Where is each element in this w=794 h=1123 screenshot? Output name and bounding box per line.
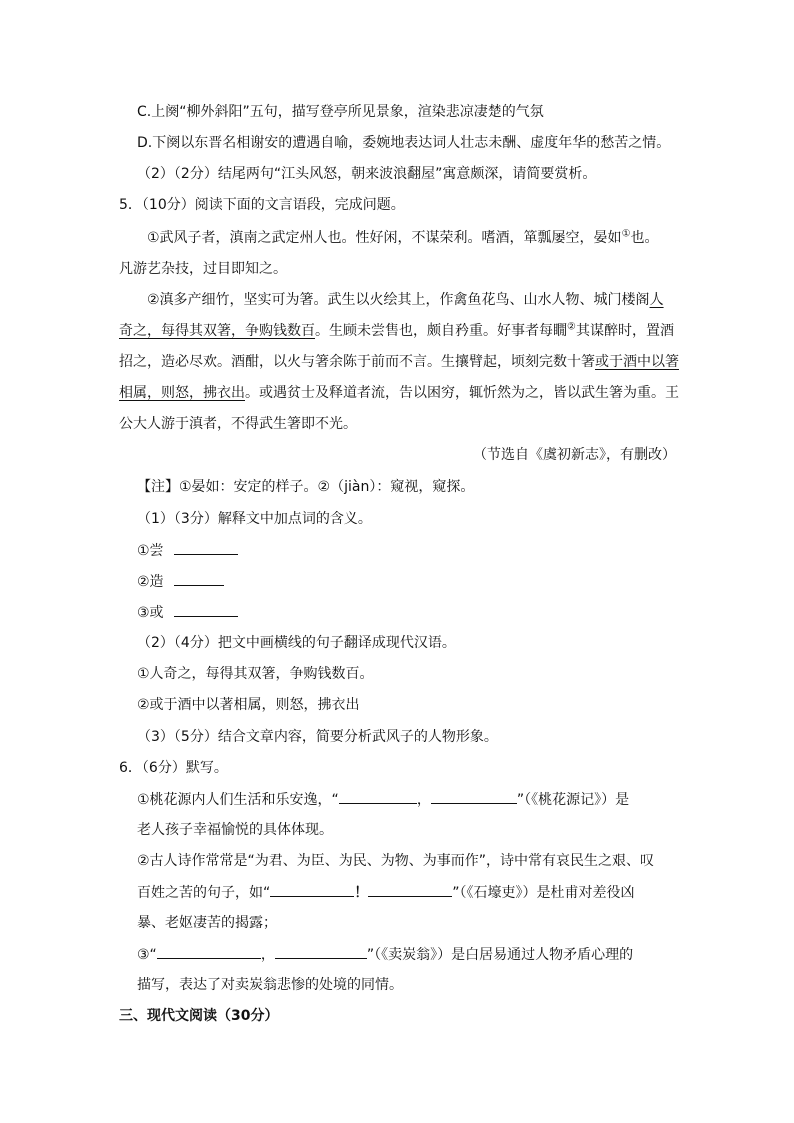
q5-item3 <box>137 602 238 623</box>
q5-sentence2: ②或于酒中以著相属，则怒，拂衣出 <box>137 697 360 713</box>
q5-item1 <box>137 540 238 561</box>
q5-para2-text: 其谋醉时，置酒 <box>575 323 674 339</box>
q5-part1: （1）（3分）解释文中加点词的含义。 <box>137 511 372 527</box>
q6-separator: ！ <box>354 885 369 901</box>
q5-para2-line3 <box>119 352 679 372</box>
q5-para1-line2: 凡游艺杂技，过目即知之。 <box>119 261 287 277</box>
q6-line1 <box>137 789 629 810</box>
q6-line3: ②古人诗作常常是“为君、为臣、为民、为物、为事而作”，诗中常有哀民生之艰、叹 <box>137 853 655 869</box>
q4-option-d: D.下阕以东晋名相谢安的遭遇自喻，委婉地表达词人壮志未酬、虚度年华的愁苦之情。 <box>137 135 671 151</box>
q5-header: 5．（10分）阅读下面的文言语段，完成问题。 <box>119 197 405 213</box>
q5-underlined-sentence-1: 奇之，每得其双箸，争购钱数百 <box>119 323 315 339</box>
q6-line5: 暴、老妪凄苦的揭露； <box>137 915 277 931</box>
q5-underlined-sentence-2: 相属，则怒，拂衣出 <box>119 385 245 401</box>
footnote-marker-2: ② <box>567 321 576 333</box>
q6-line4 <box>137 882 635 903</box>
answer-blank[interactable] <box>275 944 367 959</box>
q5-para1-line1 <box>147 228 659 248</box>
q4-part2: （2）（2分）结尾两句“江头风怒，朝来波浪翻屋”寓意颇深，请简要赏析。 <box>137 166 597 182</box>
q5-para2-text: ②滇多产细竹，坚实可为箸。武生以火绘其上，作禽鱼花鸟、山水人物、城门楼阁 <box>147 292 650 308</box>
q4-option-c: C.上阕“柳外斜阳”五句，描写登亭所见景象，渲染悲凉凄楚的气氛 <box>137 104 544 120</box>
q6-line4-text: ”（《石壕吏》）是杜甫对差役凶 <box>452 885 635 901</box>
q5-underlined-sentence-1-start: 人 <box>649 292 664 308</box>
q6-line2: 老人孩子幸福愉悦的具体体现。 <box>137 822 333 838</box>
q6-line4-text: 百姓之苦的句子，如“ <box>137 885 271 901</box>
answer-blank[interactable] <box>174 571 224 586</box>
q5-part2: （2）（4分）把文中画横线的句子翻译成现代汉语。 <box>137 635 456 651</box>
q5-part3: （3）（5分）结合文章内容，简要分析武风子的人物形象。 <box>137 729 498 745</box>
answer-blank[interactable] <box>270 882 354 897</box>
q5-para1-text-b: 也。 <box>630 230 659 246</box>
q5-para1-text-a: ①武风子者，滇南之武定州人也。性好闲，不谋荣利。嗜酒，箪瓢屡空，晏如 <box>147 230 622 246</box>
footnote-marker-1: ① <box>621 228 631 240</box>
answer-blank[interactable] <box>339 789 417 804</box>
q5-para2-line2 <box>119 321 674 341</box>
section3-heading: 三、现代文阅读（30分） <box>119 1008 279 1024</box>
q5-para2-line4 <box>119 383 679 403</box>
q6-header: 6．（6分）默写。 <box>119 760 228 776</box>
q6-line6 <box>137 944 633 965</box>
q5-item2 <box>137 571 224 592</box>
q6-line6-text: ”（《卖炭翁》）是白居易通过人物矛盾心理的 <box>366 947 634 963</box>
q5-source: （节选自《虞初新志》，有删改） <box>473 447 676 463</box>
q6-line6-text: ③“ <box>137 947 157 963</box>
q5-sentence1: ①人奇之，每得其双箸，争购钱数百。 <box>137 666 374 682</box>
q5-para2-text: 。或遇贫士及释道者流，告以困穷，辄忻然为之，皆以武生箸为重。王 <box>245 385 679 401</box>
q6-separator: ， <box>260 947 275 963</box>
q5-para2-line5: 公大人游于滇者，不得武生箸即不光。 <box>119 416 357 432</box>
answer-blank[interactable] <box>157 944 261 959</box>
q6-line7: 描写，表达了对卖炭翁悲惨的处境的同情。 <box>137 977 403 993</box>
answer-blank[interactable] <box>368 882 452 897</box>
q5-para2-text: 。生顾未尝售也，颇自矜重。好事者每瞯 <box>315 323 567 339</box>
q6-separator: ， <box>416 792 431 808</box>
q5-item3-label: ③或 <box>137 605 164 621</box>
q6-line1-text: ”（《桃花源记》）是 <box>516 792 630 808</box>
q5-item1-label: ①尝 <box>137 543 164 559</box>
q5-para2-text: 招之，造必尽欢。酒酣，以火与箸余陈于前而不言。生攘臂起，顷刻完数十箸 <box>119 354 595 370</box>
answer-blank[interactable] <box>174 602 238 617</box>
q6-line1-text: ①桃花源内人们生活和乐安逸，“ <box>137 792 339 808</box>
q5-item2-label: ②造 <box>137 574 164 590</box>
q5-underlined-sentence-2-start: 或于酒中以箸 <box>595 354 679 370</box>
q5-para2-line1 <box>147 290 664 310</box>
q5-note: 【注】①晏如：安定的样子。②（jiàn）：窥视，窥探。 <box>137 479 475 495</box>
answer-blank[interactable] <box>174 540 238 555</box>
answer-blank[interactable] <box>431 789 517 804</box>
